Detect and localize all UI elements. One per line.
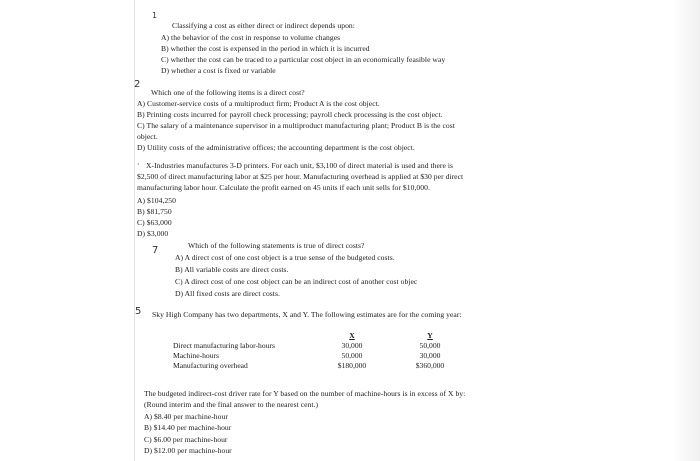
row-y-value: 50,000 [419, 341, 441, 350]
q5-estimates-table [173, 331, 459, 371]
q2-option-a: A) Customer-service costs of a multiproduct firm; Product A is the cost object. [137, 99, 380, 108]
q2-prompt: Which one of the following items is a direct cost? [151, 88, 305, 97]
row-label: Machine-hours [173, 351, 219, 360]
row-x-value: $180,000 [337, 361, 367, 370]
q1-option-c: C) whether the cost can be traced to a particular cost object in an economically feasible way [161, 55, 446, 64]
table-corner [173, 331, 323, 341]
q4-option-b: B) All variable costs are direct costs. [175, 265, 289, 274]
q1-option-b: B) whether the cost is expensed in the period in which it is incurred [161, 44, 370, 53]
row-y-value: $360,000 [415, 361, 445, 370]
q5-question-line-1: The budgeted indirect-cost driver rate for Y based on the number of machine-hours is in excess of X by: [144, 389, 466, 398]
q4-prompt: Which of the following statements is true of direct costs? [188, 241, 365, 250]
table-header-y: Y [427, 331, 433, 340]
table-row [173, 351, 459, 361]
q3-option-c: C) $63,000 [137, 218, 172, 227]
q5-prompt: Sky High Company has two departments, X and Y. The following estimates are for the coming year: [152, 310, 462, 319]
q1-option-a: A) the behavior of the cost in response to volume changes [161, 33, 341, 42]
table-header-x: X [349, 331, 355, 340]
q1-option-d: D) whether a cost is fixed or variable [161, 66, 276, 75]
q4-option-d: D) All fixed costs are direct costs. [175, 289, 280, 298]
page-divider [134, 0, 135, 461]
q3-option-a: A) $104,250 [137, 196, 176, 205]
q3-prompt-line-3: manufacturing labor hour. Calculate the profit earned on 45 units if each unit sells for $10,000. [137, 183, 430, 192]
q2-option-b: B) Printing costs incurred for payroll check processing; payroll check processing is the cost object. [137, 110, 443, 119]
q5-handwritten-mark: 5 [135, 306, 142, 317]
q3-option-d: D) $3,000 [137, 229, 169, 238]
row-y-value: 30,000 [419, 351, 441, 360]
q5-question-line-2: (Round interim and the final answer to the nearest cent.) [144, 400, 319, 409]
table-row [173, 361, 459, 371]
q5-option-b: B) $14.40 per machine-hour [144, 423, 232, 432]
q4-option-c: C) A direct cost of one cost object can be an indirect cost of another cost objec [175, 277, 418, 286]
q4-option-a: A) A direct cost of one cost object is a true sense of the budgeted costs. [175, 253, 395, 262]
q5-option-d: D) $12.00 per machine-hour [144, 446, 232, 455]
q3-option-b: B) $81,750 [137, 207, 172, 216]
q1-tick-mark: 1 [152, 11, 158, 20]
table-row [173, 341, 459, 351]
q2-option-c: C) The salary of a maintenance supervisor in a multiproduct manufacturing plant; Product B is the cost [137, 121, 455, 130]
row-label: Manufacturing overhead [173, 361, 248, 370]
row-x-value: 50,000 [341, 351, 363, 360]
q3-prompt-line-2: $2,500 of direct manufacturing labor at $25 per hour. Manufacturing overhead is applied at $30 per direct [137, 172, 464, 181]
q3-prompt-line-1: X-Industries manufactures 3-D printers. For each unit, $3,100 of direct material is used and there is [146, 161, 454, 170]
q3-handwritten-mark: · [137, 160, 140, 169]
q1-prompt: Classifying a cost as either direct or indirect depends upon: [172, 21, 355, 30]
row-label: Direct manufacturing labor-hours [173, 341, 275, 350]
q5-option-a: A) $8.40 per machine-hour [144, 412, 228, 421]
q2-option-c-cont: object. [137, 132, 158, 141]
row-x-value: 30,000 [341, 341, 363, 350]
q5-option-c: C) $6.00 per machine-hour [144, 435, 228, 444]
q2-handwritten-mark: 2 [134, 79, 141, 90]
q4-handwritten-mark: 7 [152, 245, 159, 256]
q2-option-d: D) Utility costs of the administrative offices; the accounting department is the cost object. [137, 143, 415, 152]
